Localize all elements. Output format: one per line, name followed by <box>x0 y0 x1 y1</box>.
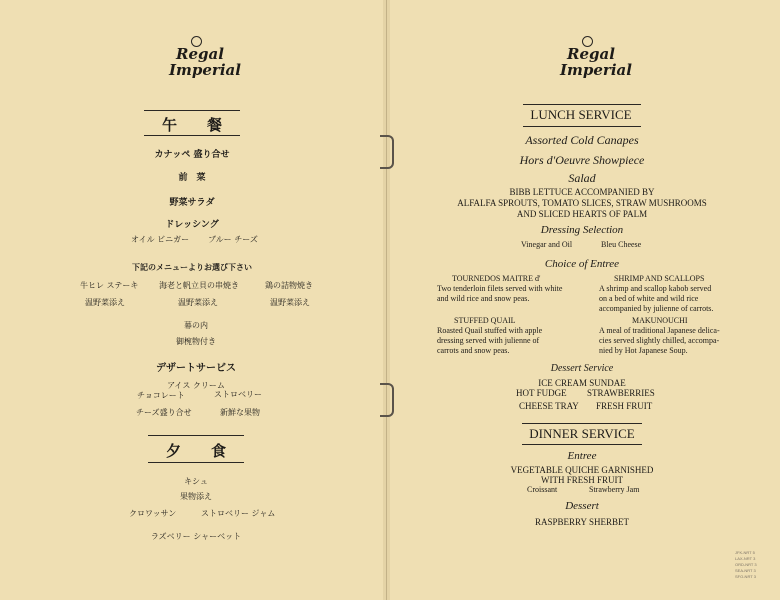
entree-tournedos-desc: Two tenderloin filets served with white <box>437 284 563 293</box>
lunch-service-bottom-rule <box>523 126 641 127</box>
salad-line-2: ALFALFA SPROUTS, TOMATO SLICES, STRAW MUSHROOMS <box>457 198 707 208</box>
dinner-quiche-line-1: VEGETABLE QUICHE GARNISHED <box>510 465 654 475</box>
entree-shrimp-scallops-desc: on a bed of white and wild rice <box>599 294 699 303</box>
dessert-fruit-jp: 新鮮な果物 <box>220 408 260 417</box>
dessert-strawberry-jp: ストロベリー <box>214 390 262 399</box>
booklet-spine <box>383 0 390 600</box>
route-code-stamp <box>735 550 757 580</box>
entree-quail-desc: carrots and snow peas. <box>437 346 510 355</box>
entree-shrimp-scallops-name: SHRIMP AND SCALLOPS <box>614 274 705 283</box>
dressing-vinegar-oil: Vinegar and Oil <box>521 240 573 249</box>
dinner-entree-title: Entree <box>567 450 597 462</box>
entree-makunouchi-desc: nied by Hot Japanese Soup. <box>599 346 688 355</box>
route-code-line: LAX-NRT 3 <box>735 556 756 561</box>
entree-side-1-jp: 温野菜添え <box>85 298 125 307</box>
entree-shrimp-scallop-jp: 海老と帆立貝の串焼き <box>159 281 239 290</box>
lunch-heading-jp: 午 餐 <box>161 116 223 134</box>
salad-jp: 野菜サラダ <box>169 198 215 208</box>
dessert-hot-fudge: HOT FUDGE <box>516 388 567 398</box>
hors-doeuvre-item: Hors d'Oeuvre Showpiece <box>519 153 645 167</box>
logo-word-regal: Regal <box>567 45 615 63</box>
dinner-quiche-jp: キシュ <box>184 477 208 486</box>
dessert-service-title: Dessert Service <box>550 363 614 374</box>
entree-shrimp-scallops-desc: accompanied by julienne of carrots. <box>599 304 714 313</box>
dinner-raspberry-sherbet: RASPBERRY SHERBET <box>535 517 629 527</box>
dressing-selection-title: Dressing Selection <box>540 224 624 236</box>
dinner-service-heading: DINNER SERVICE <box>529 426 635 441</box>
entree-side-3-jp: 温野菜添え <box>270 298 310 307</box>
makunouchi-note-jp: 御椀物付き <box>176 337 216 346</box>
dinner-strawberry-jam: Strawberry Jam <box>589 485 640 494</box>
starter-jp: 前 菜 <box>178 173 206 183</box>
dinner-quiche-line-2: WITH FRESH FRUIT <box>540 475 624 485</box>
entree-quail-jp: 鶏の詰物焼き <box>265 281 313 290</box>
entree-quail-name: STUFFED QUAIL <box>454 316 516 325</box>
salad-line-3: AND SLICED HEARTS OF PALM <box>516 209 648 219</box>
dinner-sherbet-jp: ラズベリー シャーベット <box>150 532 242 541</box>
dressing-bleu-cheese: Bleu Cheese <box>601 240 642 249</box>
bottom-staple <box>380 383 394 417</box>
regal-imperial-logo-left <box>166 36 241 86</box>
entree-steak-jp: 牛ヒレ ステーキ <box>80 281 139 290</box>
entree-quail-desc: dressing served with julienne of <box>437 336 540 345</box>
entree-quail-desc: Roasted Quail stuffed with apple <box>437 326 543 335</box>
dinner-service-top-rule <box>522 423 642 424</box>
entree-shrimp-scallops-desc: A shrimp and scallop kabob served <box>599 284 712 293</box>
salad-title: Salad <box>568 171 596 185</box>
entree-tournedos-desc: and wild rice and snow peas. <box>437 294 530 303</box>
choose-instruction-jp: 下記のメニューよりお選び下さい <box>132 263 252 272</box>
dessert-ice-cream-sundae: ICE CREAM SUNDAE <box>538 378 626 388</box>
dinner-jam-jp: ストロベリー ジャム <box>201 509 276 518</box>
logo-word-imperial: Imperial <box>169 61 241 79</box>
entree-tournedos-name: TOURNEDOS MAITRE d' <box>452 274 541 283</box>
salad-line-1: BIBB LETTUCE ACCOMPANIED BY <box>509 187 655 197</box>
dessert-strawberries: STRAWBERRIES <box>587 388 655 398</box>
dinner-croissant: Croissant <box>527 485 558 494</box>
dessert-cheese-tray: CHEESE TRAY <box>519 401 579 411</box>
makunouchi-jp: 幕の内 <box>184 321 208 330</box>
canapes-item: Assorted Cold Canapes <box>525 133 639 147</box>
entree-makunouchi-desc: A meal of traditional Japanese delica- <box>599 326 720 335</box>
dinner-dessert-title: Dessert <box>565 500 599 512</box>
dessert-fresh-fruit: FRESH FRUIT <box>596 401 653 411</box>
lunch-heading-bottom-rule <box>144 135 240 136</box>
dinner-service-bottom-rule <box>522 444 642 445</box>
dinner-croissant-jp: クロワッサン <box>129 509 177 518</box>
dessert-chocolate-jp: チョコレート <box>137 391 185 400</box>
lunch-service-heading: LUNCH SERVICE <box>530 107 632 122</box>
entree-makunouchi-desc: cies served slightly chilled, accompa- <box>599 336 720 345</box>
dessert-heading-jp: デザートサービス <box>156 363 236 374</box>
dressing-option-blue-cheese-jp: ブルー チーズ <box>208 235 258 244</box>
dressing-jp: ドレッシング <box>165 220 219 230</box>
top-staple <box>380 135 394 169</box>
lunch-service-top-rule <box>523 104 641 105</box>
entree-side-2-jp: 温野菜添え <box>178 298 218 307</box>
route-code-line: SEA-NRT 3 <box>735 568 756 573</box>
route-code-line: JFK-NRT 5 <box>735 550 755 555</box>
lunch-heading-top-rule <box>144 110 240 111</box>
dinner-fruit-jp: 果物添え <box>180 492 212 501</box>
logo-word-imperial: Imperial <box>560 61 632 79</box>
logo-word-regal: Regal <box>176 45 224 63</box>
canape-jp: カナッペ 盛り合せ <box>154 150 230 160</box>
route-code-line: SFO-NRT 3 <box>735 574 756 579</box>
route-code-line: ORD-NRT 3 <box>735 562 757 567</box>
dinner-heading-bottom-rule <box>148 462 244 463</box>
dessert-cheese-jp: チーズ盛り合せ <box>136 408 192 417</box>
dinner-heading-top-rule <box>148 435 244 436</box>
regal-imperial-logo-right <box>557 36 632 86</box>
entree-makunouchi-name: MAKUNOUCHI <box>632 316 688 325</box>
dinner-heading-jp: 夕 食 <box>165 442 227 460</box>
dessert-ice-cream-jp: アイス クリーム <box>167 381 225 390</box>
dressing-option-oil-jp: オイル ビニガー <box>131 235 190 244</box>
choice-of-entree-title: Choice of Entree <box>544 258 620 270</box>
